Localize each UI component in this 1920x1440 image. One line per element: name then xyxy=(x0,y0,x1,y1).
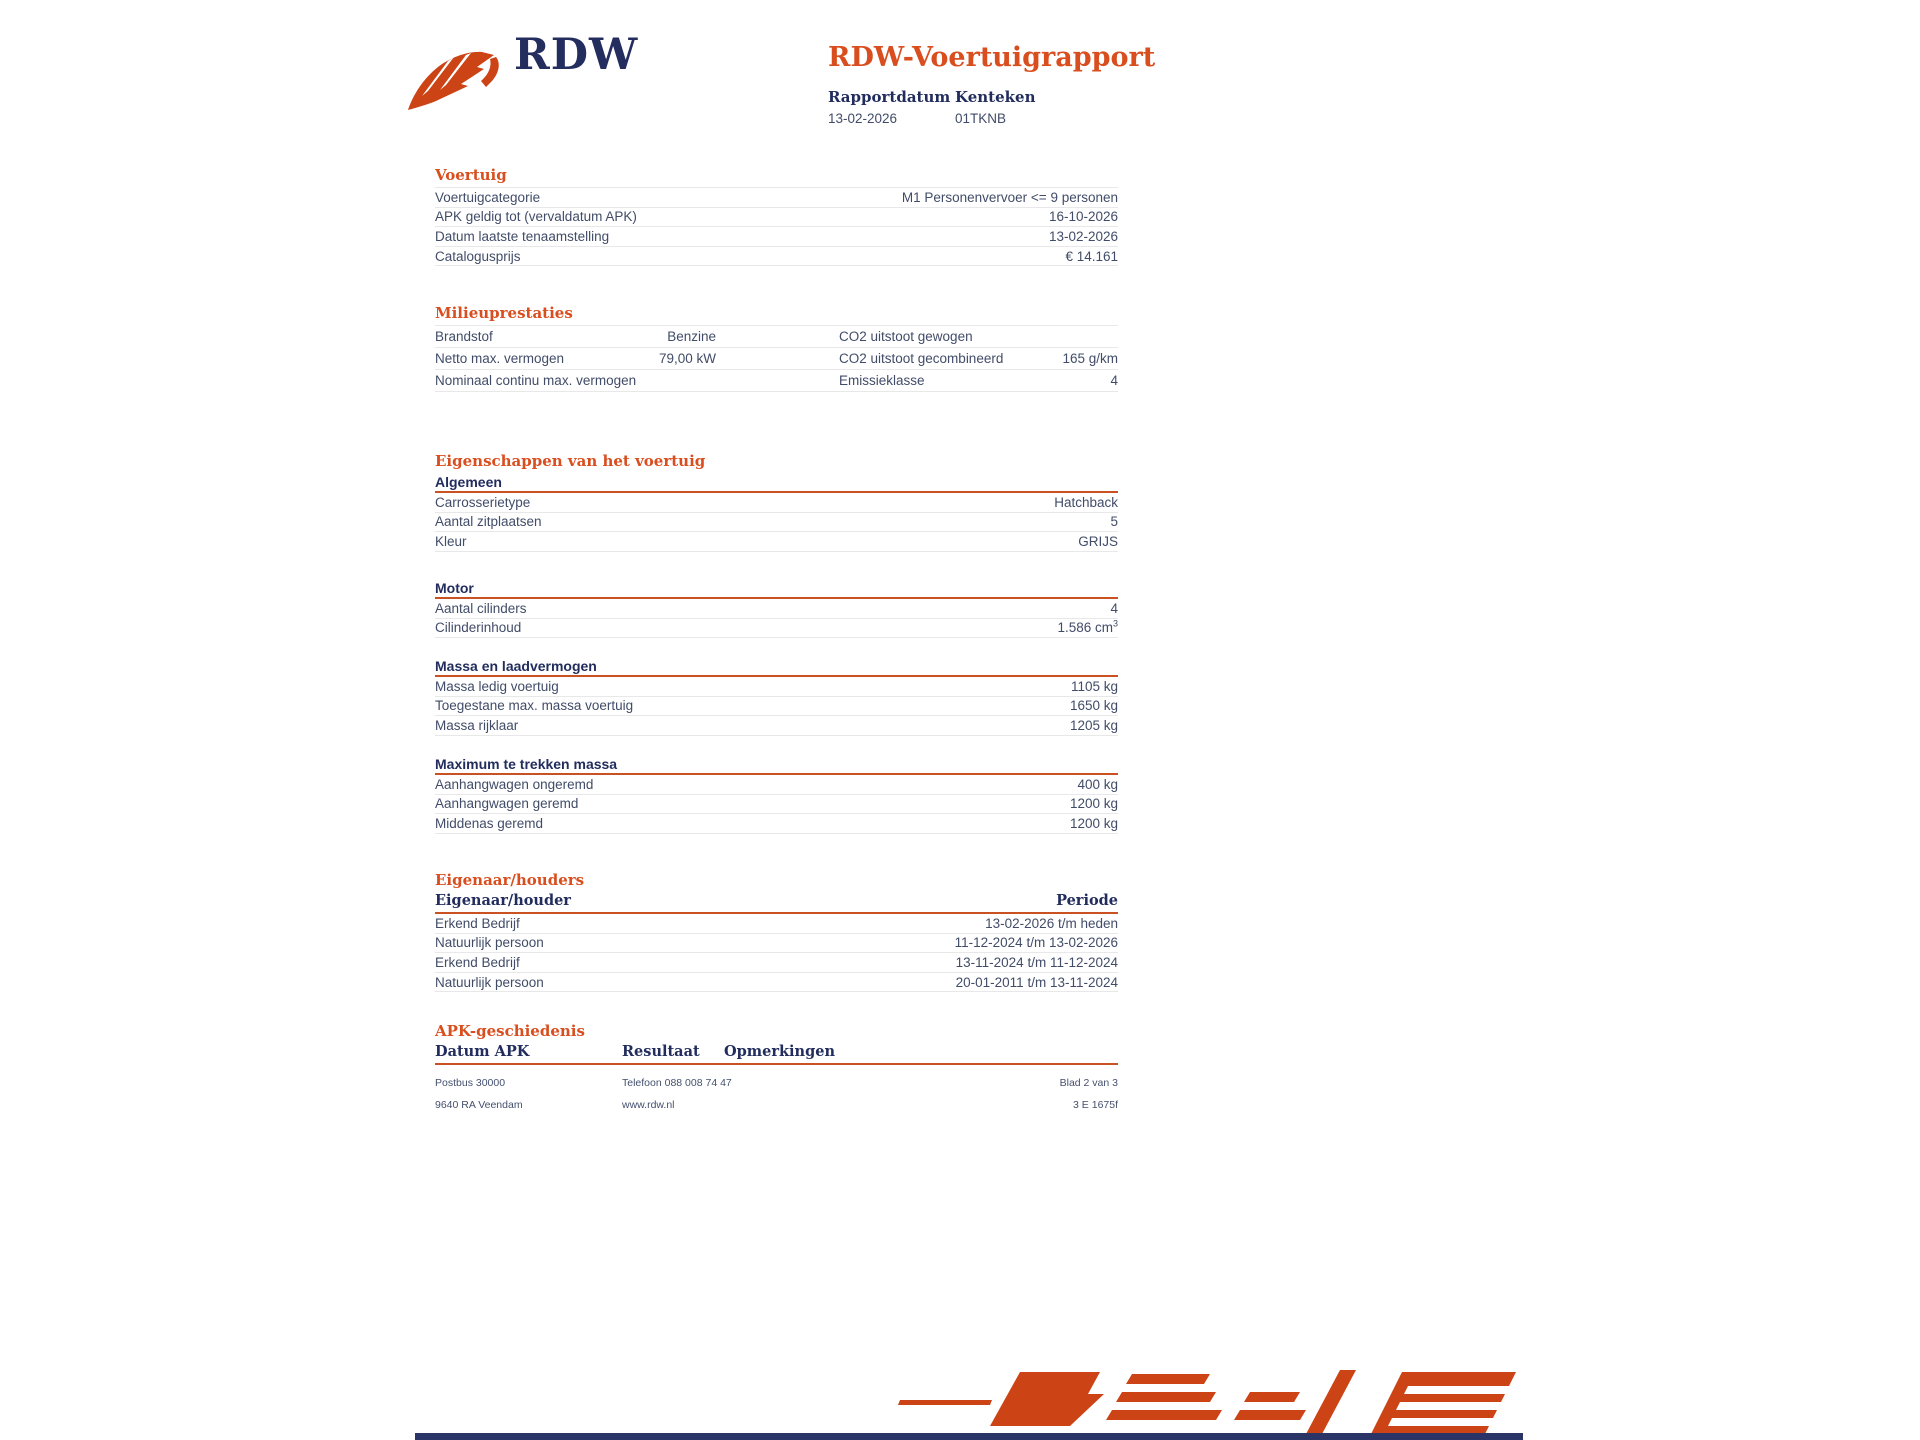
row-label: Toegestane max. massa voertuig xyxy=(435,698,634,714)
table-row xyxy=(435,326,1118,348)
table-row xyxy=(435,247,1118,267)
table-row xyxy=(435,348,1118,370)
owner-cell: Natuurlijk persoon xyxy=(435,974,544,990)
row-value: 1.586 $cm^3$ xyxy=(1057,618,1118,636)
column-header-result: Resultaat xyxy=(622,1043,700,1060)
motor-table xyxy=(435,597,1118,638)
row-value: 1200 kg xyxy=(1069,815,1118,831)
table-row xyxy=(435,914,1118,934)
eigenaar-table xyxy=(435,912,1118,992)
row-value: 4 xyxy=(1110,600,1118,616)
massa-table xyxy=(435,675,1118,736)
table-row xyxy=(435,532,1118,552)
plate-block xyxy=(955,88,1035,126)
column-header-owner: Eigenaar/houder xyxy=(435,892,571,909)
bottom-navy-bar xyxy=(415,1433,1523,1440)
row-label: Voertuigcategorie xyxy=(435,189,541,205)
footer-phone: Telefoon 088 008 74 47 xyxy=(622,1077,732,1089)
report-date-label: Rapportdatum xyxy=(828,88,951,106)
row-label: CO2 uitstoot gewogen xyxy=(839,329,973,344)
table-row xyxy=(435,934,1118,954)
section-milieuprestaties xyxy=(435,304,1118,392)
footer-line-2 xyxy=(435,1099,1118,1111)
algemeen-table xyxy=(435,491,1118,552)
row-value: 165 g/km xyxy=(1062,351,1118,366)
row-value: 79,00 kW xyxy=(658,351,716,366)
table-row xyxy=(435,716,1118,736)
row-value: 1650 kg xyxy=(1069,698,1118,714)
footer-address-1: Postbus 30000 xyxy=(435,1077,506,1089)
row-value: 400 kg xyxy=(1077,776,1118,792)
row-value: 4 xyxy=(1110,373,1118,388)
rdw-logo-icon xyxy=(406,48,506,117)
table-row xyxy=(435,370,1118,392)
row-label: Netto max. vermogen xyxy=(435,351,565,366)
owner-cell: Erkend Bedrijf xyxy=(435,915,520,931)
row-label: Nominaal continu max. vermogen xyxy=(435,373,637,388)
row-value: GRIJS xyxy=(1078,533,1118,549)
report-date-block xyxy=(828,88,955,126)
row-label: Middenas geremd xyxy=(435,815,544,831)
section-apk xyxy=(435,1022,1118,1065)
row-label: CO2 uitstoot gecombineerd xyxy=(839,351,1004,366)
subsection-motor xyxy=(435,579,1118,638)
row-label: Aantal cilinders xyxy=(435,600,527,616)
row-label: Emissieklasse xyxy=(839,373,925,388)
report-date-value: 13-02-2026 xyxy=(828,111,898,126)
subsection-trekken-title: Maximum te trekken massa xyxy=(435,756,618,772)
table-row xyxy=(435,795,1118,815)
table-row xyxy=(435,953,1118,973)
table-row xyxy=(435,513,1118,533)
row-label: Brandstof xyxy=(435,329,493,344)
section-voertuig-title: Voertuig xyxy=(435,166,507,184)
trekken-table xyxy=(435,773,1118,834)
row-value: 16-10-2026 xyxy=(1048,209,1118,225)
column-header-remarks: Opmerkingen xyxy=(724,1043,835,1060)
period-cell: 13-11-2024 t/m 11-12-2024 xyxy=(955,954,1118,970)
table-row xyxy=(435,599,1118,619)
row-label: Aanhangwagen geremd xyxy=(435,796,579,812)
row-value: M1 Personenvervoer <= 9 personen xyxy=(901,189,1118,205)
table-row xyxy=(435,227,1118,247)
column-header-period: Periode xyxy=(1056,892,1118,909)
section-eigenschappen-title: Eigenschappen van het voertuig xyxy=(435,452,706,470)
subsection-algemeen-title: Algemeen xyxy=(435,474,502,490)
footer-line-1 xyxy=(435,1077,1118,1089)
row-value: Benzine xyxy=(667,329,716,344)
footer-address-2: 9640 RA Veendam xyxy=(435,1099,523,1111)
row-value: 1105 kg xyxy=(1070,678,1118,694)
section-eigenaar xyxy=(435,871,1118,992)
table-row xyxy=(435,188,1118,208)
row-label: Aantal zitplaatsen xyxy=(435,514,542,530)
page-title: RDW-Voertuigrapport xyxy=(828,42,1156,73)
subsection-massa-title: Massa en laadvermogen xyxy=(435,658,597,674)
row-value: Hatchback xyxy=(1054,494,1118,510)
row-label: Aanhangwagen ongeremd xyxy=(435,776,594,792)
subsection-trekken xyxy=(435,755,1118,834)
row-label: Carrosserietype xyxy=(435,494,531,510)
row-label: Massa rijklaar xyxy=(435,717,519,733)
section-eigenaar-title: Eigenaar/houders xyxy=(435,871,585,889)
row-label: Datum laatste tenaamstelling xyxy=(435,228,610,244)
subsection-massa xyxy=(435,657,1118,736)
voertuig-table xyxy=(435,187,1118,266)
row-value: 13-02-2026 xyxy=(1048,228,1118,244)
table-row xyxy=(435,697,1118,717)
period-cell: 11-12-2024 t/m 13-02-2026 xyxy=(954,935,1118,951)
period-cell: 13-02-2026 t/m heden xyxy=(985,915,1118,931)
rdw-logo-wordmark: RDW xyxy=(514,30,639,80)
apk-table-header xyxy=(435,1043,1118,1065)
row-value: 1200 kg xyxy=(1069,796,1118,812)
row-label: Cilinderinhoud xyxy=(435,620,522,636)
table-row xyxy=(435,493,1118,513)
period-cell: 20-01-2011 t/m 13-11-2024 xyxy=(955,974,1118,990)
row-value: 1205 kg xyxy=(1069,717,1118,733)
plate-value: 01TKNB xyxy=(955,111,1007,126)
section-eigenschappen xyxy=(435,452,1118,552)
row-label: Kleur xyxy=(435,533,467,549)
table-row xyxy=(435,208,1118,228)
section-voertuig xyxy=(435,166,1118,266)
section-milieu-title: Milieuprestaties xyxy=(435,304,573,322)
table-row xyxy=(435,775,1118,795)
section-apk-title: APK-geschiedenis xyxy=(435,1022,585,1040)
table-row xyxy=(435,973,1118,993)
footer-page-number: Blad 2 van 3 xyxy=(1059,1077,1118,1089)
report-meta xyxy=(828,88,1035,126)
row-label: APK geldig tot (vervaldatum APK) xyxy=(435,209,637,225)
milieu-table xyxy=(435,325,1118,392)
plate-label: Kenteken xyxy=(955,88,1036,106)
eigenaar-table-header xyxy=(435,892,1118,912)
row-value: € 14.161 xyxy=(1065,248,1118,264)
footer-doc-code: 3 E 1675f xyxy=(1073,1099,1118,1111)
row-label: Massa ledig voertuig xyxy=(435,678,559,694)
table-row xyxy=(435,677,1118,697)
owner-cell: Erkend Bedrijf xyxy=(435,954,520,970)
table-row xyxy=(435,619,1118,639)
footer-website: www.rdw.nl xyxy=(622,1099,675,1111)
subsection-motor-title: Motor xyxy=(435,580,474,596)
owner-cell: Natuurlijk persoon xyxy=(435,935,544,951)
column-header-apk-date: Datum APK xyxy=(435,1043,530,1060)
row-label: Catalogusprijs xyxy=(435,248,521,264)
row-value: 5 xyxy=(1110,514,1118,530)
cubic-superscript: 3 xyxy=(1112,618,1118,629)
table-row xyxy=(435,814,1118,834)
rdw-speed-graphic-icon xyxy=(868,1360,1526,1440)
